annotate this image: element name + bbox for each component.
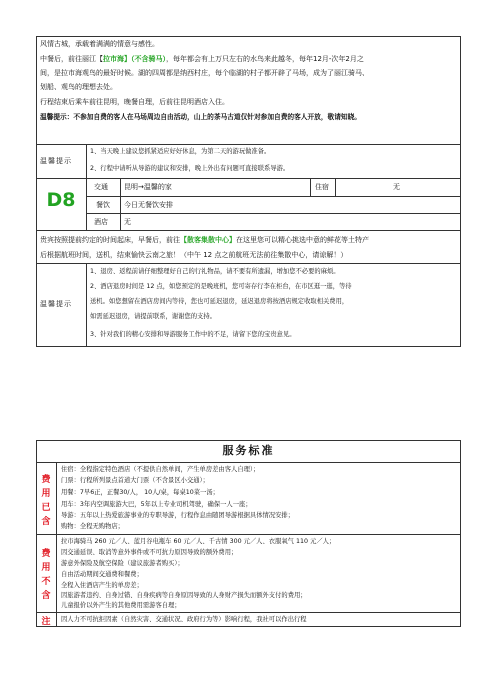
day7-reminder: 温馨提示：不参加自费的客人在马场周边自由活动，山上的茶马古道仅针对参加自费的客人开放，敬请知晓。 [40,113,361,121]
day7-line2: 中餐后，前往丽江【拉市海】（不含骑马），每年都会有上万只左右的水鸟来此越冬，每年12月-次年2月之 [40,55,364,63]
excluded-item-6: 因旅游者违约、自身过错、自身疾病等自身原因导致的人身财产损失而额外支付的费用； [61,592,307,599]
tips1-item-2: 2、行程中请听从导游的建议和安排，晚上外出有问题可直接联系导游。 [90,165,290,172]
lashihai-highlight: 拉市海】（不含骑马） [103,55,166,63]
included-item-5: 导游：五年以上热爱旅游事业的专职导游，行程作息由随团导游根据具体情况安排； [61,512,294,519]
included-item-3: 用餐：7早6正，正餐30/人， 10人/桌，每桌10菜一汤； [61,489,219,496]
excluded-label-4: 含 [41,591,51,601]
included-item-1: 住宿：全程指定特色酒店（不提供自然单间，产生单房差由客人自理）； [61,466,260,473]
stay-value: 无 [393,183,400,191]
included-item-2: 门票：行程所列景点首道大门票（不含景区小交通）； [61,477,209,484]
tips1-item-1: 1、当天晚上建议您抓紧适应好好休息，为第二天的游玩做准备。 [90,148,271,155]
hotel-value: 无 [124,218,131,226]
included-label-1: 费 [41,475,51,485]
tips2-item-4: 如需延迟退房，请提前联系，谢谢您的支持。 [90,313,216,320]
d8-desc-line2: 后根据航班时间，送机，结束愉快云南之旅！（中午 12 点之前航班无法前往集散中心，请谅解！） [40,251,348,259]
tips2-item-2: 2、酒店退房时间是 12 点，如您预定的是晚班机，您可寄存行李在柜台，在市区逛一逛，等待 [90,283,352,290]
tips2-label: 温馨提示 [40,300,72,308]
excluded-item-1: 拉市海骑马 260 元／人、蓝月谷电瓶车 60 元／人、千古情 300 元／人、衣服氧气 110 元／人； [61,538,336,545]
tips2-item-1: 1、退房、返程前请仔细整理好自己的行礼物品，请不要有所遗漏，增加您不必要的麻烦。 [90,268,340,275]
meal-label: 餐饮 [96,201,110,209]
included-label-2: 用 [41,489,51,499]
included-label-3: 已 [41,503,51,513]
excluded-label-2: 用 [41,563,51,573]
day7-line1: 风情古城，承载着满满的情意与感性。 [40,40,159,48]
excluded-label-3: 不 [41,577,51,587]
note-label: 注 [41,617,51,627]
distribution-center-highlight: 【散客集散中心】 [180,236,236,244]
excluded-item-2: 因交通延误、取消等意外事件或不可抗力原因导致的额外费用； [61,549,238,556]
day7-line4: 划船、观鸟的理想去处。 [40,83,117,91]
note-text: 因人力不可抗拒因素（自然灾害、交通状况、政府行为等）影响行程，我社可以作出行程 [61,616,307,623]
tips2-item-3: 送机。如您想留在酒店房间内等待，您也可延迟退房，延迟退房将按酒店规定收取相关费用， [90,298,349,305]
excluded-item-5: 全程入住酒店产生的单房差； [61,582,143,589]
excluded-label-1: 费 [41,549,51,559]
day-number: D8 [46,189,76,211]
meal-value: 今日无餐饮安排 [124,201,173,209]
stay-label: 住宿 [315,183,329,191]
traffic-value: 昆明→温馨的家 [124,183,172,191]
tips1-label: 温馨提示 [40,157,72,165]
included-item-6: 购物：全程无购物店； [61,523,124,530]
day7-line3: 间，是拉市海观鸟的最好时候。湖的四周都是纳西村庄，每个临湖的村子都开辟了马场，成为了丽江骑马、 [40,69,369,77]
standard-title: 服务标准 [222,444,275,457]
included-item-4: 用车：3年内空调旅游大巴，5年以上专业司机驾驶，确保一人一座； [61,501,252,508]
excluded-item-3: 游意外保险及航空保险（建议旅游者购买）； [61,560,184,567]
d8-desc-line1: 贵宾按照提前约定的时间起床，早餐后，前往【散客集散中心】在这里您可以精心挑选中意的鲜花等土特产 [40,236,369,244]
tips2-item-5: 3、针对我们的精心安排和导游服务工作中的不足，请留下您的宝贵意见。 [90,331,296,338]
hotel-label: 酒店 [94,218,108,226]
excluded-item-4: 自由活动期间交通费和餐费； [61,571,143,578]
traffic-label: 交通 [94,183,108,191]
day7-line5: 行程结束后乘车前往昆明，晚餐自理，后前往昆明酒店入住。 [40,98,229,106]
included-label-4: 含 [41,517,51,527]
excluded-item-7: 儿童报价以外产生的其他费用需游客自理； [61,602,181,609]
